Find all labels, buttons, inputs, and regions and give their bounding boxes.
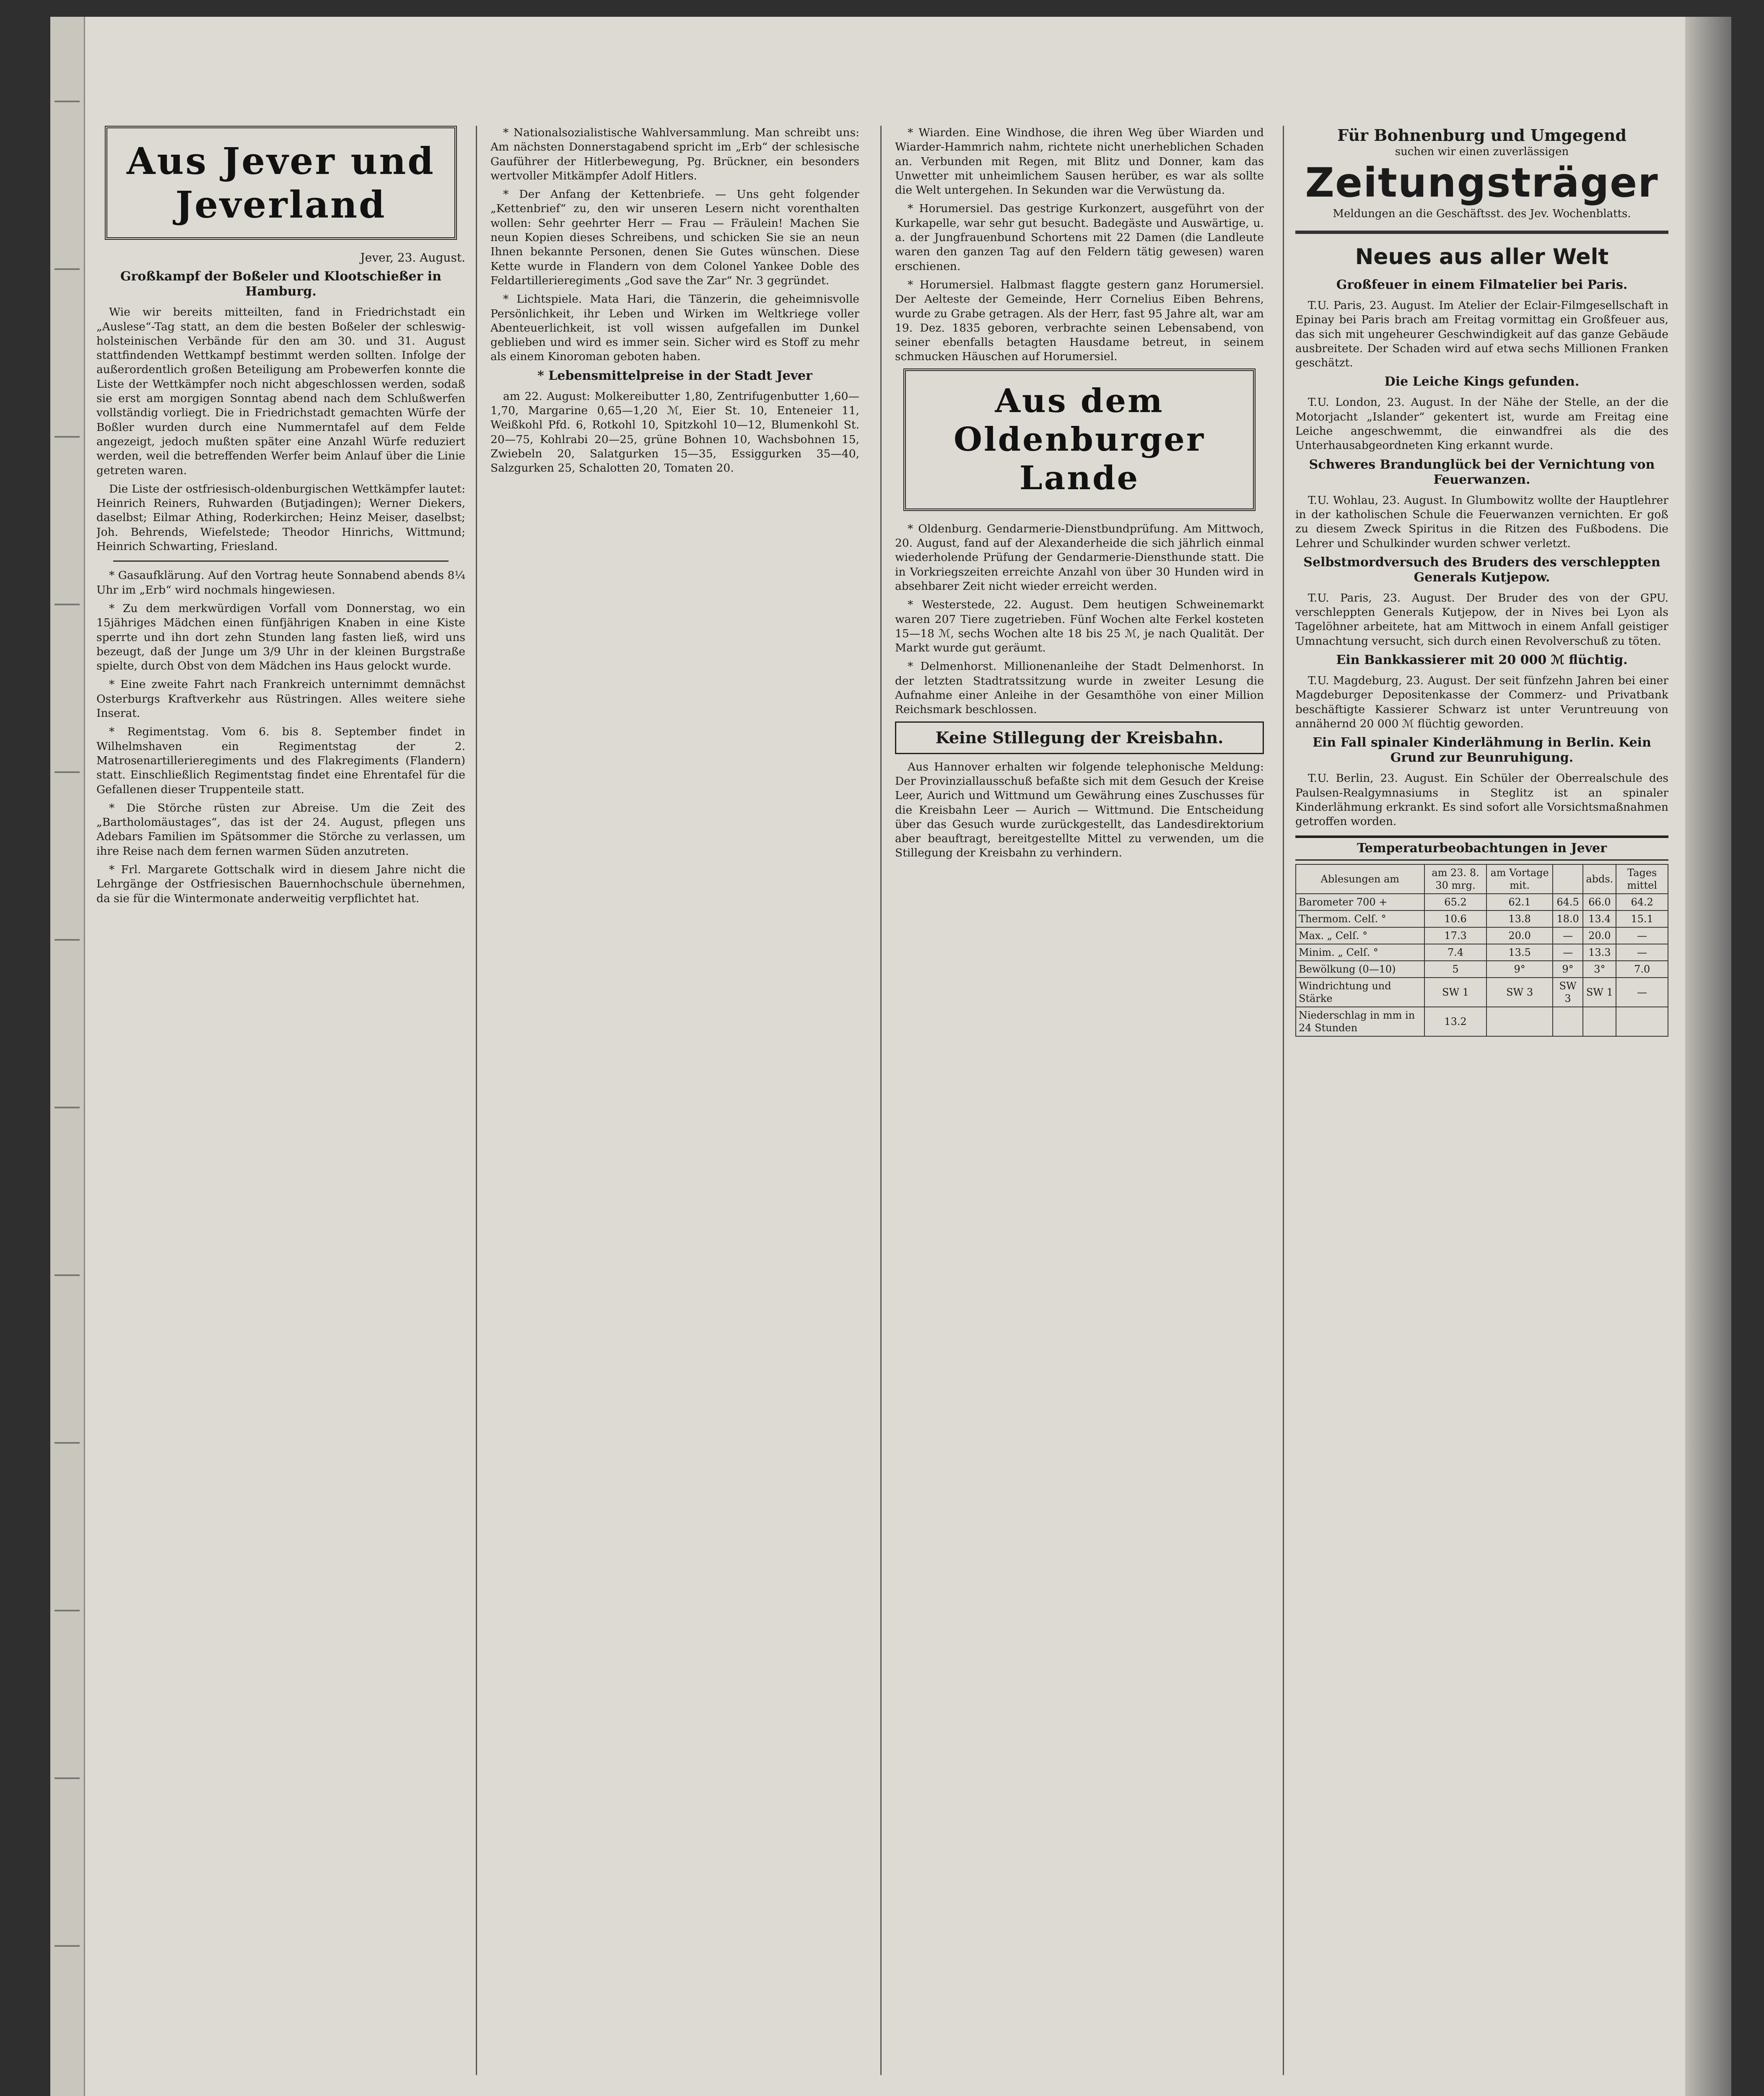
table-cell: 20.0 (1486, 927, 1552, 944)
section-title: Neues aus aller Welt (1355, 244, 1609, 270)
table-cell: 9° (1486, 961, 1552, 978)
table-cell: 10.6 (1424, 911, 1487, 927)
article-headline: Keine Stillegung der Kreisbahn. (895, 721, 1264, 754)
table-cell: — (1616, 927, 1668, 944)
table-cell: 64.2 (1616, 894, 1668, 911)
advert-line: Meldungen an die Geschäftsst. des Jev. Wochenblatts. (1333, 208, 1631, 220)
table-cell: 13.5 (1486, 944, 1552, 961)
article-headline: Ein Fall spinaler Kinderlähmung in Berlin. Kein Grund zur Beunruhigung. (1313, 735, 1651, 765)
table-cell: 5 (1424, 961, 1487, 978)
table-cell: SW 3 (1486, 978, 1552, 1007)
article-headline: Schweres Brandunglück bei der Vernichtung von Feuerwanzen. (1309, 457, 1655, 487)
scan-ruler (50, 17, 85, 2096)
news-item: T.U. London, 23. August. In der Nähe der Stelle, an der die Motorjacht „Islander“ gekentert ist, wurde am Freitag eine Leiche angeschwemmt, die einwandfrei als die des Unterhausabgeordneten King erkannt wurde. (1295, 396, 1668, 452)
table-row (1296, 894, 1668, 911)
news-item: T.U. Magdeburg, 23. August. Der seit fünfzehn Jahren bei einer Magdeburger Depositenkasse der Commerz- und Privatbank beschäftigte Kassierer Schwarz ist unter Veruntreuung von annähernd 20 000 ℳ flüchtig geworden. (1295, 674, 1668, 730)
section-masthead: Aus Jever und Jeverland (105, 126, 457, 240)
table-header: am Vortage mit. (1486, 864, 1552, 894)
table-cell: 15.1 (1616, 911, 1668, 927)
news-item: * Regimentstag. Vom 6. bis 8. September findet in Wilhelmshaven ein Regimentstag der 2. Matrosenartillerieregiments und des Flakregiments (Flandern) statt. Einschließlich Regimentstag findet eine Ehrentafel für die Gefallenen dieser Truppenteile statt. (96, 725, 465, 796)
table-cell: SW 1 (1583, 978, 1616, 1007)
table-cell (1486, 1007, 1552, 1036)
section-masthead: Aus dem Oldenburger Lande (903, 368, 1256, 511)
news-item: * Eine zweite Fahrt nach Frankreich unternimmt demnächst Osterburgs Kraftverkehr aus Rüstringen. Alles weitere siehe Inserat. (96, 678, 465, 720)
table-cell: — (1553, 927, 1583, 944)
news-item: * Delmenhorst. Millionenanleihe der Stadt Delmenhorst. In der letzten Stadtratssitzung wurde in zweiter Lesung die Aufnahme einer Anleihe in der Gesamthöhe von einer Million Reichsmark beschlossen. (895, 660, 1264, 716)
column-2 (490, 126, 859, 2075)
news-item: am 22. August: Molkereibutter 1,80, Zentrifugenbutter 1,60—1,70, Margarine 0,65—1,20 ℳ, Eier St. 10, Enteneier 11, Weißkohl Pfd. 6, Rotkohl 10, Spitzkohl 10—12, Blumenkohl St. 20—75, Kohlrabi 20—25, grüne Bohnen 10, Wachsbohnen 15, Zwiebeln 20, Salatgurken 15—35, Essiggurken 35—40, Salzgurken 25, Schalotten 20, Tomaten 20. (490, 389, 859, 475)
temperature-table (1295, 864, 1668, 1037)
divider (1295, 231, 1668, 234)
table-row (1296, 911, 1668, 927)
article-headline: Die Leiche Kings gefunden. (1384, 374, 1580, 389)
article-headline: Selbstmordversuch des Bruders des verschleppten Generals Kutjepow. (1303, 555, 1660, 585)
article-paragraph: Wie wir bereits mitteilten, fand in Friedrichstadt ein „Auslese“-Tag statt, an dem die besten Boßeler der schleswig-holsteinischen Verbände für den am 30. und 31. August stattfindenden Wettkampf bestimmt werden sollten. Infolge der außerordentlich großen Beteiligung am Probewerfen konnte die Liste der Wettkämpfer noch nicht abgeschlossen werden, sodaß sie erst am morgigen Sonntag abend nach dem Schlußwerfen vollständig vorliegt. Die in Friedrichstadt gemachten Würfe der Boßler wurden durch eine Nummerntafel auf dem Felde angezeigt, jedoch mußten später eine Anzahl Würfe reduziert werden, weil die betreffenden Werfer beim Anlauf über die Linie getreten waren. (96, 306, 465, 477)
table-cell: Max. „ Celſ. ° (1296, 927, 1424, 944)
table-cell: 7.0 (1616, 961, 1668, 978)
column-1 (96, 126, 465, 2075)
table-cell: 13.4 (1583, 911, 1616, 927)
news-item: * Wiarden. Eine Windhose, die ihren Weg über Wiarden und Wiarder-Hammrich nahm, richtete nicht unerheblichen Schaden an. Verbunden mit Regen, mit Blitz und Donner, kam das Unwetter mit unheimlichem Sausen herüber, es war als sollte die Welt untergehen. In Sekunden war die Verwüstung da. (895, 126, 1264, 197)
news-item: T.U. Paris, 23. August. Der Bruder des von der GPU. verschleppten Generals Kutjepow, der in Nives bei Lyon als Tagelöhner arbeitete, hat am Mittwoch in einem Anfall geistiger Umnachtung versucht, sich durch einen Revolverschuß zu töten. (1295, 591, 1668, 648)
news-item: * Oldenburg. Gendarmerie-Dienstbundprüfung. Am Mittwoch, 20. August, fand auf der Alexanderheide die sich jährlich einmal wiederholende Prüfung der Gendarmerie-Diensthunde statt. Die in Vorkriegszeiten erreichte Anzahl von über 30 Hunden wird in absehbarer Zeit nicht wieder erreicht werden. (895, 522, 1264, 593)
job-advert (1295, 126, 1668, 220)
table-cell: Thermom. Celſ. ° (1296, 911, 1424, 927)
divider (113, 560, 449, 562)
table-cell: 66.0 (1583, 894, 1616, 911)
table-header (1553, 864, 1583, 894)
column-3 (895, 126, 1264, 2075)
news-item: * Die Störche rüsten zur Abreise. Um die Zeit des „Bartholomäustages“, das ist der 24. August, pflegen uns Adebars Familien im Spätsommer die Störche zu verlassen, um ihre Reise nach dem fernen warmen Süden anzutreten. (96, 801, 465, 858)
table-cell: Minim. „ Celſ. ° (1296, 944, 1424, 961)
table-cell: 13.8 (1486, 911, 1552, 927)
table-cell: 7.4 (1424, 944, 1487, 961)
temperature-table-title: Temperaturbeobachtungen in Jever (1295, 835, 1668, 860)
news-item: * Der Anfang der Kettenbriefe. — Uns geht folgender „Kettenbrief“ zu, den wir unseren Lesern nicht vorenthalten wollen: Sehr geehrter Herr — Frau — Fräulein! Machen Sie neun Kopien dieses Schreibens, und schicken Sie sie an neun Ihnen bekannte Personen, denen Sie Gutes wünschen. Diese Kette wurde in Flandern von dem Colonel Yankee Doble des Feldartillerieregiments „God save the Zar“ Nr. 3 gegründet. (490, 188, 859, 287)
news-item: * Westerstede, 22. August. Dem heutigen Schweinemarkt waren 207 Tiere zugetrieben. Fünf Wochen alte Ferkel kosteten 15—18 ℳ, sechs Wochen alte 18 bis 25 ℳ, je nach Qualität. Der Markt wurde gut geräumt. (895, 598, 1264, 655)
article-paragraph: Die Liste der ostfriesisch-oldenburgischen Wettkämpfer lautet: Heinrich Reiners, Ruhwarden (Butjadingen); Werner Diekers, daselbst; Eilmar Athing, Roderkirchen; Heinz Meiser, daselbst; Joh. Behrends, Wiefelstede; Theodor Hinrichs, Wittmund; Heinrich Schwarting, Friesland. (96, 482, 465, 553)
table-header: am 23. 8. 30 mrg. (1424, 864, 1487, 894)
article-headline: Großfeuer in einem Filmatelier bei Paris. (1336, 278, 1628, 292)
news-item: T.U. Paris, 23. August. Im Atelier der Eclair-Filmgesellschaft in Epinay bei Paris brach am Freitag vormittag ein Großfeuer aus, das sich mit ungeheurer Geschwindigkeit auf das ganze Gebäude ausbreitete. Der Schaden wird auf etwa sechs Millionen Franken geschätzt. (1295, 299, 1668, 370)
table-cell: — (1616, 944, 1668, 961)
column-divider (476, 126, 477, 2075)
table-cell (1553, 1007, 1583, 1036)
news-item: * Horumersiel. Das gestrige Kurkonzert, ausgeführt von der Kurkapelle, war sehr gut besucht. Badegäste und Auswärtige, u. a. der Jungfrauenbund Schortens mit 22 Damen (die Landleute waren den ganzen Tag auf den Feldern tätig gewesen) waren erschienen. (895, 202, 1264, 273)
table-cell: — (1553, 944, 1583, 961)
table-row (1296, 978, 1668, 1007)
table-header: Ablesungen am (1296, 864, 1424, 894)
table-cell: Windrichtung und Stärke (1296, 978, 1424, 1007)
news-item: * Gasaufklärung. Auf den Vortrag heute Sonnabend abends 8¼ Uhr im „Erb“ wird nochmals hingewiesen. (96, 569, 465, 597)
news-item: Aus Hannover erhalten wir folgende telephonische Meldung: Der Provinziallausschuß befaßte sich mit dem Gesuch der Kreise Leer, Aurich und Wittmund um Gewährung eines Zuschusses für die Kreisbahn Leer — Aurich — Wittmund. Die Entscheidung über das Gesuch wurde zurückgestellt, das Landesdirektorium aber beauftragt, bereitgestellte Mittel zu verwenden, um die Stillegung der Kreisbahn zu verhindern. (895, 760, 1264, 860)
advert-line: suchen wir einen zuverlässigen (1395, 145, 1569, 158)
table-cell (1583, 1007, 1616, 1036)
table-cell: Bewölkung (0—10) (1296, 961, 1424, 978)
news-item: * Zu dem merkwürdigen Vorfall vom Donnerstag, wo ein 15jähriges Mädchen einen fünfjährigen Knaben in eine Kiste sperrte und ihn dort zehn Stunden lang fasten ließ, wird uns bezeugt, daß der Junge um 3/9 Uhr in der kleinen Burgstraße spielte, durch Obst von dem Mädchen ins Haus gelockt wurde. (96, 602, 465, 673)
table-header: Tages mittel (1616, 864, 1668, 894)
table-cell: — (1616, 978, 1668, 1007)
table-cell: 13.3 (1583, 944, 1616, 961)
news-item: T.U. Berlin, 23. August. Ein Schüler der Oberrealschule des Paulsen-Realgymnasiums in Steglitz ist an spinaler Kinderlähmung erkrankt. Es sind sofort alle Vorsichtsmaßnahmen getroffen worden. (1295, 772, 1668, 828)
table-cell (1616, 1007, 1668, 1036)
table-row (1296, 961, 1668, 978)
column-4 (1295, 126, 1668, 2075)
table-row (1296, 1007, 1668, 1036)
news-item: * Horumersiel. Halbmast flaggte gestern ganz Horumersiel. Der Aelteste der Gemeinde, Herr Cornelius Eiben Behrens, wurde zu Grabe getragen. Als der Herr, fast 95 Jahre alt, war am 19. Dez. 1835 geboren, verbrachte seinen Lebensabend, von seiner ebenfalls betagten Hausdame betreut, in seinem schmucken Häuschen auf Horumersiel. (895, 278, 1264, 363)
advert-title: Zeitungsträger (1305, 159, 1659, 206)
dateline: Jever, 23. August. (360, 251, 465, 265)
table-cell: 9° (1553, 961, 1583, 978)
table-cell: SW 1 (1424, 978, 1487, 1007)
column-divider (1283, 126, 1284, 2075)
column-divider (880, 126, 882, 2075)
book-spine (1685, 17, 1731, 2096)
table-cell: 18.0 (1553, 911, 1583, 927)
news-item: T.U. Wohlau, 23. August. In Glumbowitz wollte der Hauptlehrer in der katholischen Schule die Feuerwanzen vernichten. Er goß zu diesem Zweck Spiritus in die Ritzen des Fußbodens. Die Lehrer und Schulkinder wurden schwer verletzt. (1295, 493, 1668, 550)
table-cell: 64.5 (1553, 894, 1583, 911)
article-headline: Ein Bankkassierer mit 20 000 ℳ flüchtig. (1336, 653, 1628, 668)
table-cell: SW 3 (1553, 978, 1583, 1007)
table-cell: 20.0 (1583, 927, 1616, 944)
article-headline: Großkampf der Boßeler und Klootschießer in Hamburg. (120, 269, 441, 299)
news-item: * Frl. Margarete Gottschalk wird in diesem Jahre nicht die Lehrgänge der Ostfriesischen Bauernhochschule übernehmen, da sie für die Wintermonate anderweitig verpflichtet hat. (96, 863, 465, 905)
table-cell: 3° (1583, 961, 1616, 978)
table-cell: 13.2 (1424, 1007, 1487, 1036)
table-cell: Niederschlag in mm in 24 Stunden (1296, 1007, 1424, 1036)
table-cell: 17.3 (1424, 927, 1487, 944)
table-row (1296, 927, 1668, 944)
table-cell: Barometer 700 + (1296, 894, 1424, 911)
table-cell: 65.2 (1424, 894, 1487, 911)
table-row (1296, 944, 1668, 961)
table-cell: 62.1 (1486, 894, 1552, 911)
table-header-row (1296, 864, 1668, 894)
table-header: abds. (1583, 864, 1616, 894)
news-item: * Lichtspiele. Mata Hari, die Tänzerin, die geheimnisvolle Persönlichkeit, ihr Leben und Wirken im Weltkriege voller Abenteuerlichkeit, ist voll wissen aufgefallen im Dunkel geblieben und wird es immer sein. Sicher wird es Stoff zu mehr als einem Kinoroman geboten haben. (490, 293, 859, 363)
news-item: * Nationalsozialistische Wahlversammlung. Man schreibt uns: Am nächsten Donnerstagabend spricht im „Erb“ der schlesische Gauführer der Hitlerbewegung, Pg. Brückner, ein besonders wertvoller Mitkämpfer Adolf Hitlers. (490, 126, 859, 182)
article-headline: * Lebensmittelpreise in der Stadt Jever (537, 368, 812, 383)
advert-line: Für Bohnenburg und Umgegend (1337, 126, 1627, 145)
